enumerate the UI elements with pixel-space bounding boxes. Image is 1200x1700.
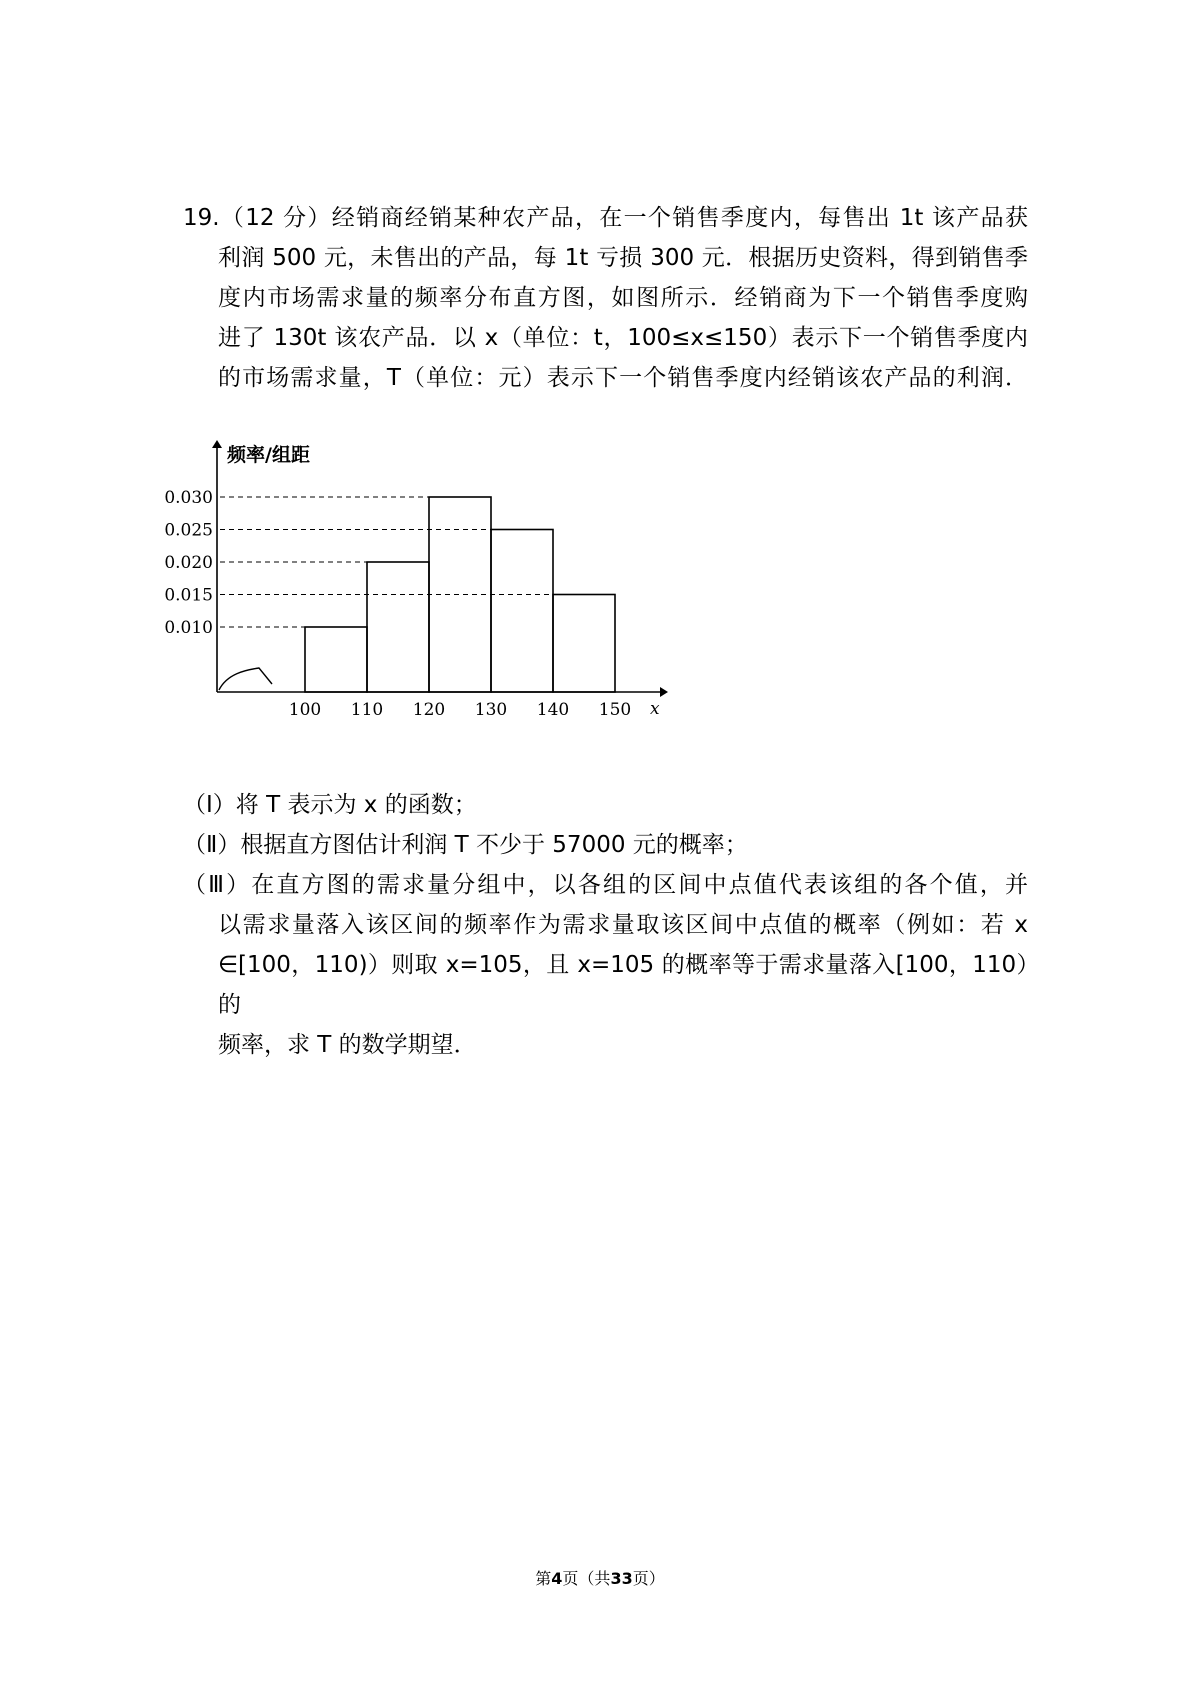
x-tick-label-3: 130 [474,700,508,720]
footer-suffix: 页） [632,1569,665,1588]
part-3-line-1: （Ⅲ）在直方图的需求量分组中，以各组的区间中点值代表该组的各个值，并 [183,872,1028,898]
y-tick-label-1: 0.025 [164,520,213,541]
axis-break-mark [219,668,272,690]
histogram-chart [164,440,730,790]
y-tick-label-4: 0.010 [164,618,213,638]
y-tick-label-3: 0.015 [164,585,213,606]
question-text-1: 经销商经销某种农产品，在一个销售季度内，每售出 1t 该产品获 [331,205,1029,231]
y-tick-label-0: 0.030 [164,488,213,508]
footer-middle: 页（共 [562,1569,611,1588]
question-line-5: 的市场需求量，T（单位：元）表示下一个销售季度内经销该农产品的利润． [218,365,1028,391]
part-3-line-3: ∈[100，110)）则取 x=105，且 x=105 的概率等于需求量落入[100，110）的 [218,952,1028,1018]
y-tick-label-2: 0.020 [164,553,213,573]
question-score: （12 分） [219,205,332,231]
question-line-1 [183,198,1028,238]
y-axis-arrow [212,440,222,448]
x-tick-label-2: 120 [412,700,446,720]
x-tick-label-0: 100 [288,700,322,720]
question-number: 19. [183,205,220,231]
x-axis-arrow [660,687,668,697]
x-tick-label-4: 140 [536,700,570,720]
page-footer [0,1566,1200,1589]
question-line-3: 度内市场需求量的频率分布直方图，如图所示．经销商为下一个销售季度购 [218,285,1028,311]
question-line-4: 进了 130t 该农产品．以 x（单位：t，100≤x≤150）表示下一个销售季度内 [218,325,1028,351]
part-3-line-4: 频率，求 T 的数学期望． [218,1032,477,1058]
x-axis-label: x [650,699,660,719]
question-parts [183,785,1028,1065]
bar-3 [491,530,553,693]
footer-prefix: 第 [535,1569,552,1588]
question-line-2: 利润 500 元，未售出的产品，每 1t 亏损 300 元．根据历史资料，得到销售季 [218,245,1028,271]
bar-4 [553,595,615,693]
x-tick-label-5: 150 [598,700,632,720]
y-axis-label: 频率/组距 [227,444,310,466]
question-stem [183,198,1028,398]
footer-page-number: 4 [551,1569,563,1588]
part-2: （Ⅱ）根据直方图估计利润 T 不少于 57000 元的概率； [183,832,748,858]
x-tick-label-1: 110 [350,700,384,720]
footer-total-pages: 33 [610,1569,633,1588]
part-3-line-2: 以需求量落入该区间的频率作为需求量取该区间中点值的概率（例如：若 x [218,912,1028,938]
bar-1 [367,562,429,692]
part-1: （Ⅰ）将 T 表示为 x 的函数； [183,792,477,818]
histogram-figure [164,440,730,790]
bar-0 [305,627,367,692]
